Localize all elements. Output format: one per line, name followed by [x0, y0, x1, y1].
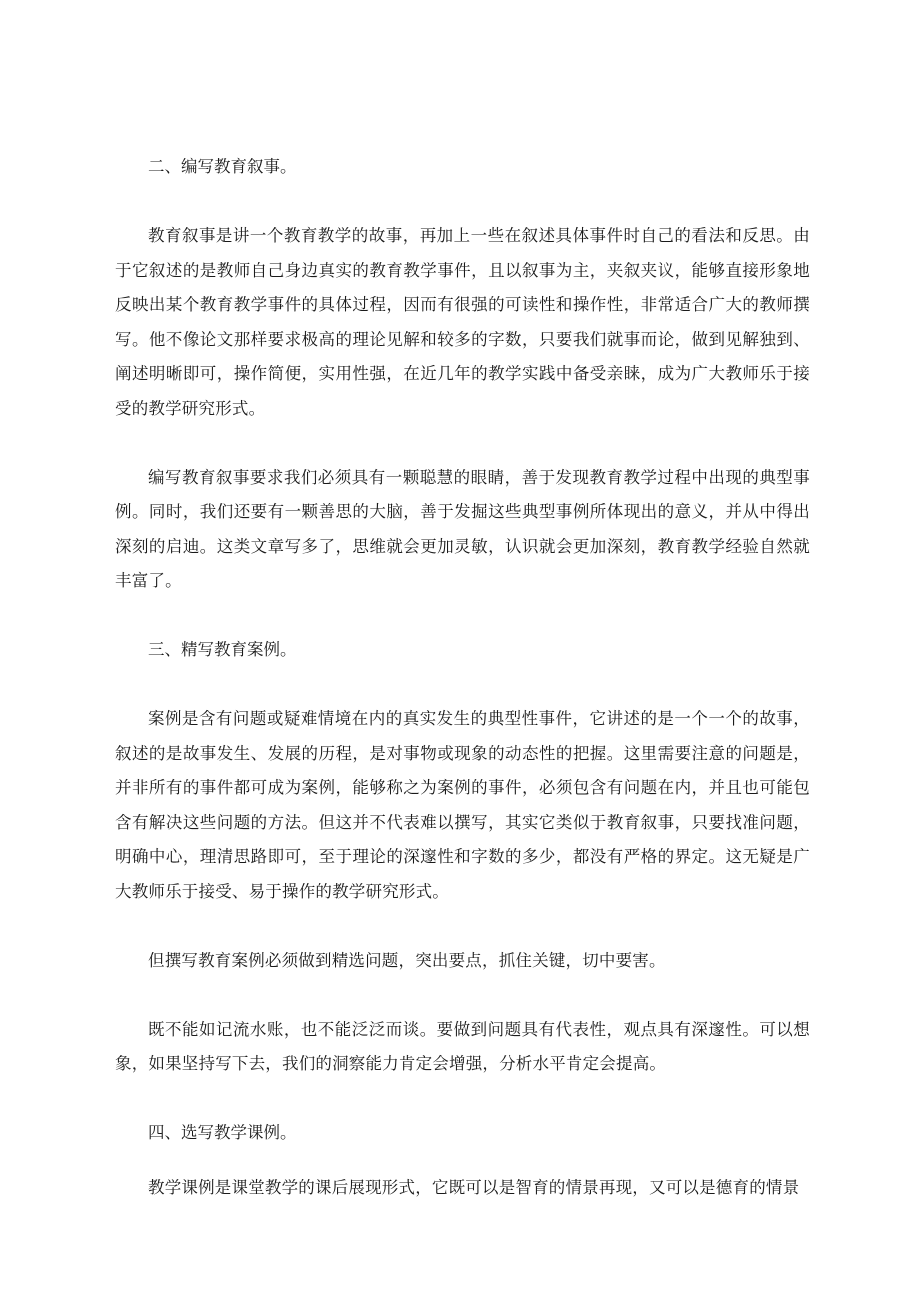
section-heading-2: 二、编写教育叙事。 — [148, 157, 297, 176]
paragraph: 案例是含有问题或疑难情境在内的真实发生的典型性事件，它讲述的是一个一个的故事，叙述的是故事发生、发展的历程，是对事物或现象的动态性的把握。这里需要注意的问题是，并非所有的事件都可成为案例，能够称之为案例的事件，必须包含有问题在内，并且也可能包含有解决这些问题的方法。但这并不代表难以撰写，其实它类似于教育叙事，只要找准问题，明确中心，理清思路即可，至于理论的深邃性和字数的多少，都没有严格的界定。这无疑是广大教师乐于接受、易于操作的教学研究形式。 — [115, 709, 810, 901]
section-heading-3: 三、精写教育案例。 — [148, 640, 297, 659]
spacer — [115, 1151, 810, 1171]
spacer — [115, 909, 810, 944]
paragraph: 编写教育叙事要求我们必须具有一颗聪慧的眼睛，善于发现教育教学过程中出现的典型事例。同时，我们还要有一颗善思的大脑，善于发掘这些典型事例所体现出的意义，并从中得出深刻的启迪。这类文章写多了，思维就会更加灵敏，认识就会更加深刻，教育教学经验自然就丰富了。 — [115, 467, 810, 590]
paragraph: 教学课例是课堂教学的课后展现形式，它既可以是智育的情景再现，又可以是德育的情景 — [148, 1177, 800, 1197]
paragraph: 但撰写教育案例必须做到精选问题，突出要点，抓住关键，切中要害。 — [148, 950, 666, 970]
spacer — [115, 978, 810, 1013]
section-heading-4: 四、选写教学课例。 — [148, 1123, 297, 1142]
spacer — [115, 599, 810, 634]
spacer — [115, 1082, 810, 1117]
spacer — [115, 426, 810, 461]
spacer — [115, 185, 810, 220]
spacer — [115, 668, 810, 703]
paragraph: 既不能如记流水账，也不能泛泛而谈。要做到问题具有代表性，观点具有深邃性。可以想象，如果坚持写下去，我们的洞察能力肯定会增强，分析水平肯定会提高。 — [115, 1019, 810, 1073]
paragraph: 教育叙事是讲一个教育教学的故事，再加上一些在叙述具体事件时自己的看法和反思。由于它叙述的是教师自己身边真实的教育教学事件，且以叙事为主，夹叙夹议，能够直接形象地反映出某个教育教学事件的具体过程，因而有很强的可读性和操作性，非常适合广大的教师撰写。他不像论文那样要求极高的理论见解和较多的字数，只要我们就事而论，做到见解独到、阐述明晰即可，操作简便，实用性强，在近几年的教学实践中备受亲睐，成为广大教师乐于接受的教学研究形式。 — [115, 226, 810, 418]
document-page — [115, 150, 810, 1205]
